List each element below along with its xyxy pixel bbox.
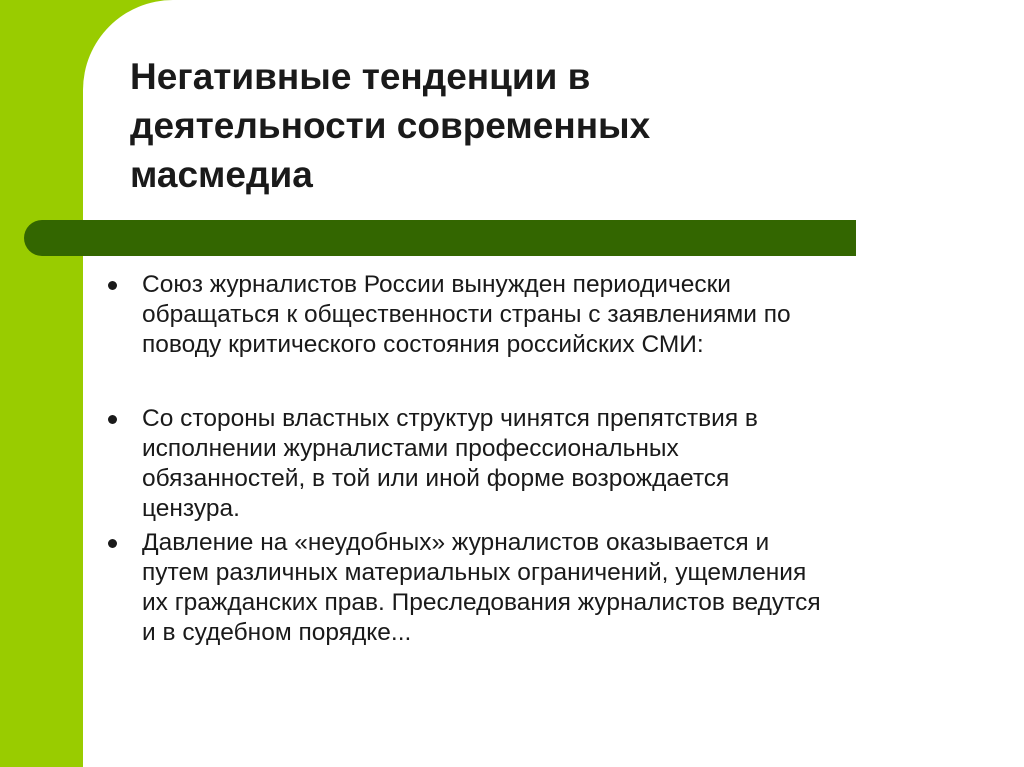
title-divider-bar xyxy=(24,220,856,256)
bullet-dot-icon xyxy=(108,539,117,548)
bullet-text: Со стороны властных структур чинятся препятствия в исполнении журналистами профессиональных обязанностей, в той или иной форме возрождается цензура. xyxy=(142,405,758,522)
bullet-text: Давление на «неудобных» журналистов оказывается и путем различных материальных ограничений, ущемления их гражданских прав. Преследования журналистов ведутся и в судебном порядке... xyxy=(142,529,821,646)
bullet-text: Союз журналистов России вынужден периодически обращаться к общественности страны с заявлениями по поводу критического состояния российских СМИ: xyxy=(142,271,791,358)
bullet-item xyxy=(104,528,964,648)
bullet-dot-icon xyxy=(108,415,117,424)
bullet-item xyxy=(104,404,964,524)
bullet-list xyxy=(104,270,964,648)
slide-title: Негативные тенденции в деятельности современных масмедиа xyxy=(130,56,651,195)
bullet-item xyxy=(104,270,964,360)
bullet-dot-icon xyxy=(108,281,117,290)
